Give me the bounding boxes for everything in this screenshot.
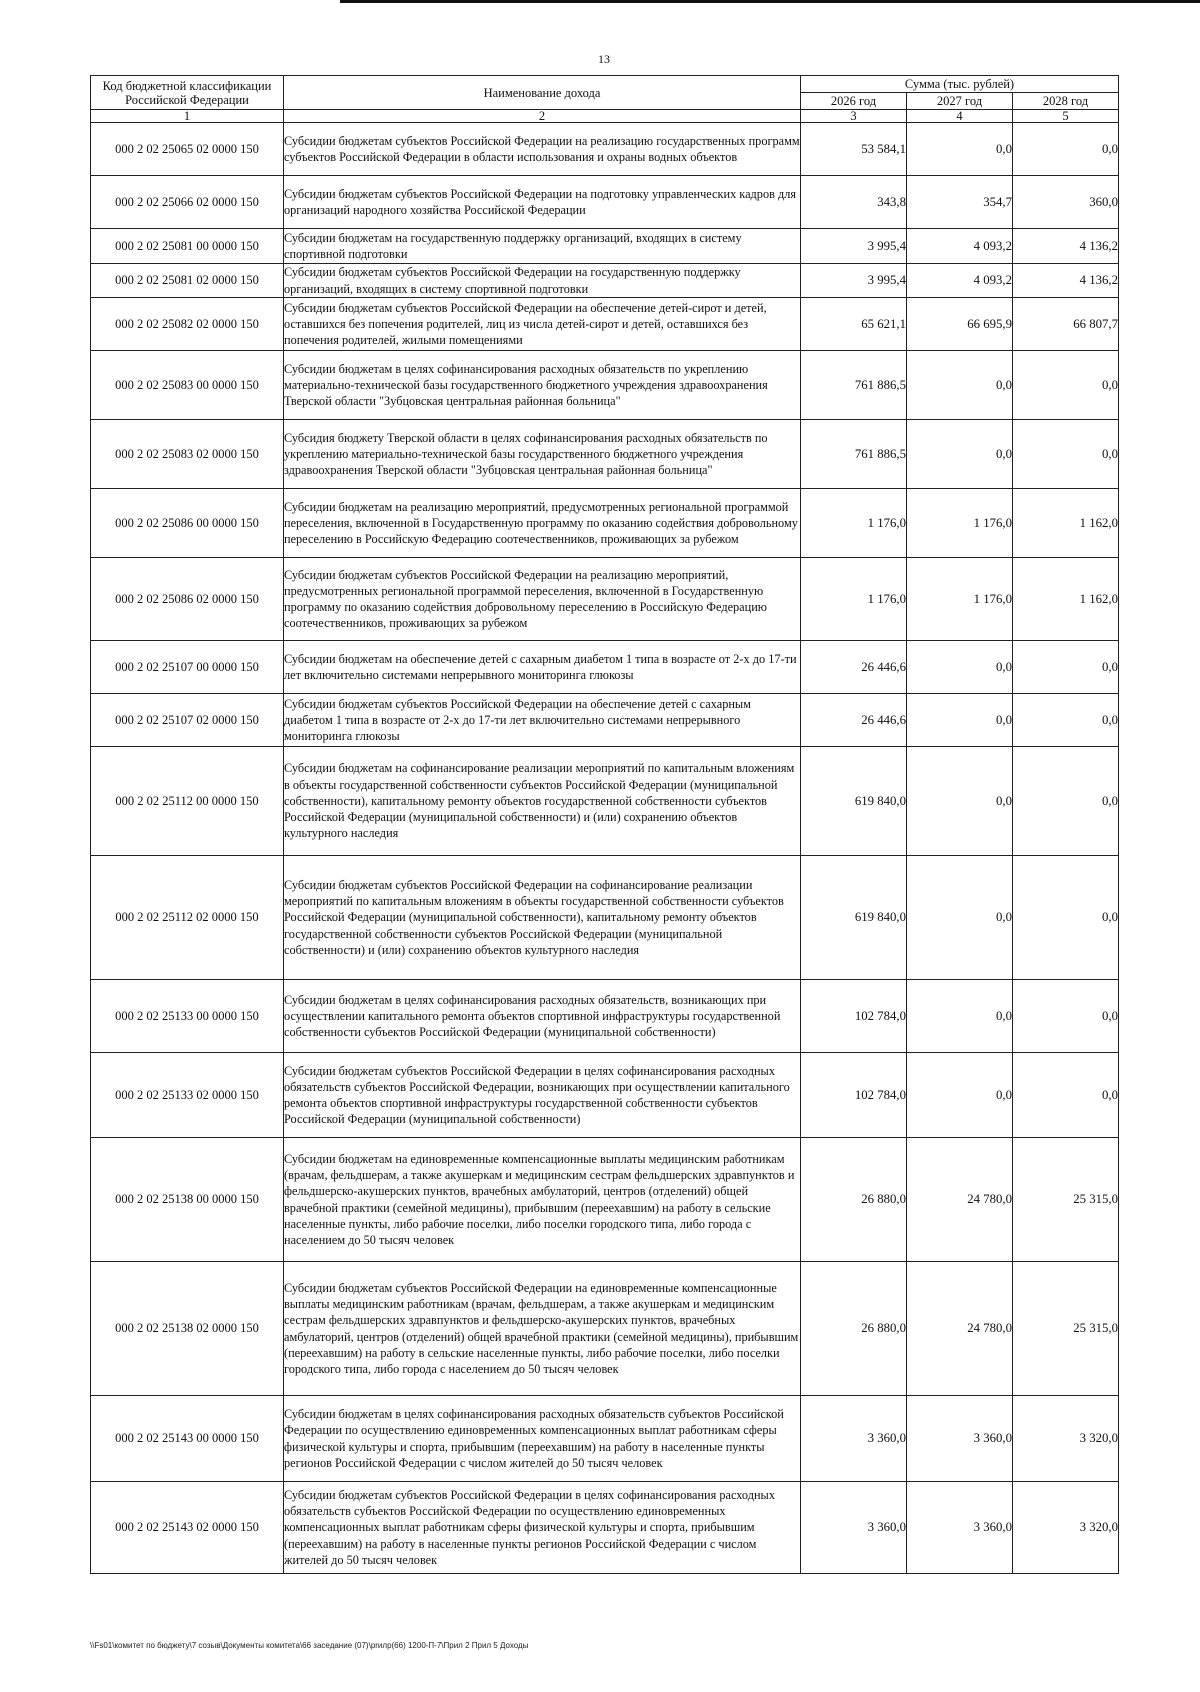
revenue-name: Субсидии бюджетам субъектов Российской Федерации в целях софинансирования расходных обязательств субъектов Российской Федерации, возникающих при осуществлении капитального ремонта объектов спортивной инфраструктуры государственной собственности субъектов Российской Федерации (муниципальной собственности) (284, 1053, 801, 1138)
revenue-name: Субсидии бюджетам субъектов Российской Федерации на софинансирование реализации мероприятий по капитальным вложениям в объекты государственной собственности субъектов Российской Федерации (муниципальной собственности), капитальному ремонту объектов государственной собственности субъектов Российской Федерации (муниципальной собственности) и (или) сохранению объектов культурного наследия (284, 856, 801, 980)
header-year-2028: 2028 год (1013, 93, 1119, 110)
table-row (91, 264, 1119, 298)
column-index: 5 (1013, 110, 1119, 123)
revenue-name: Субсидии бюджетам субъектов Российской Федерации в целях софинансирования расходных обязательств субъектов Российской Федерации по осуществлению единовременных компенсационных выплат работникам сферы физической культуры и спорта, прибывшим (переехавшим) на работу в населенные пункты регионов Российской Федерации с числом жителей до 50 тысяч человек (284, 1482, 801, 1574)
amount-2027: 0,0 (907, 747, 1013, 856)
table-row (91, 558, 1119, 641)
amount-2028: 0,0 (1013, 747, 1119, 856)
amount-2026: 1 176,0 (801, 558, 907, 641)
amount-2026: 343,8 (801, 176, 907, 229)
amount-2027: 0,0 (907, 123, 1013, 176)
amount-2027: 3 360,0 (907, 1482, 1013, 1574)
table-row (91, 1138, 1119, 1262)
page-number: 13 (598, 52, 610, 66)
amount-2027: 0,0 (907, 694, 1013, 747)
amount-2026: 102 784,0 (801, 980, 907, 1053)
table-row (91, 123, 1119, 176)
amount-2028: 0,0 (1013, 351, 1119, 420)
table-row (91, 351, 1119, 420)
revenue-name: Субсидии бюджетам субъектов Российской Федерации на реализацию государственных программ субъектов Российской Федерации в области использования и охраны водных объектов (284, 123, 801, 176)
table-row (91, 856, 1119, 980)
budget-code: 000 2 02 25066 02 0000 150 (91, 176, 284, 229)
header-name: Наименование дохода (284, 76, 801, 110)
table-row (91, 489, 1119, 558)
amount-2026: 619 840,0 (801, 856, 907, 980)
table-row (91, 1262, 1119, 1396)
amount-2028: 4 136,2 (1013, 229, 1119, 264)
amount-2026: 1 176,0 (801, 489, 907, 558)
budget-code: 000 2 02 25083 02 0000 150 (91, 420, 284, 489)
amount-2028: 0,0 (1013, 420, 1119, 489)
budget-code: 000 2 02 25138 00 0000 150 (91, 1138, 284, 1262)
table-row (91, 747, 1119, 856)
amount-2028: 25 315,0 (1013, 1138, 1119, 1262)
table-row (91, 420, 1119, 489)
table-row (91, 1396, 1119, 1482)
amount-2028: 4 136,2 (1013, 264, 1119, 298)
budget-code: 000 2 02 25081 00 0000 150 (91, 229, 284, 264)
header-year-2027: 2027 год (907, 93, 1013, 110)
amount-2028: 0,0 (1013, 694, 1119, 747)
amount-2027: 0,0 (907, 1053, 1013, 1138)
amount-2028: 25 315,0 (1013, 1262, 1119, 1396)
budget-code: 000 2 02 25081 02 0000 150 (91, 264, 284, 298)
table-row (91, 298, 1119, 351)
amount-2028: 0,0 (1013, 980, 1119, 1053)
amount-2027: 1 176,0 (907, 558, 1013, 641)
table-row (91, 1482, 1119, 1574)
amount-2026: 102 784,0 (801, 1053, 907, 1138)
revenue-name: Субсидии бюджетам субъектов Российской Федерации на единовременные компенсационные выплаты медицинским работникам (врачам, фельдшерам, а также акушеркам и медицинским сестрам фельдшерских здравпунктов и фельдшерско-акушерских пунктов, врачебных амбулаторий, центров (отделений) общей врачебной практики (семейной медицины), прибывшим (переехавшим) на работу в сельские населенные пункты, либо рабочие поселки, либо поселки городского типа, либо города с населением до 50 тысяч человек (284, 1262, 801, 1396)
column-index: 1 (91, 110, 284, 123)
budget-code: 000 2 02 25138 02 0000 150 (91, 1262, 284, 1396)
budget-code: 000 2 02 25133 00 0000 150 (91, 980, 284, 1053)
amount-2027: 1 176,0 (907, 489, 1013, 558)
budget-code: 000 2 02 25143 02 0000 150 (91, 1482, 284, 1574)
amount-2028: 0,0 (1013, 1053, 1119, 1138)
amount-2026: 53 584,1 (801, 123, 907, 176)
scan-top-edge (340, 0, 1200, 3)
amount-2026: 26 880,0 (801, 1138, 907, 1262)
amount-2026: 761 886,5 (801, 420, 907, 489)
amount-2027: 354,7 (907, 176, 1013, 229)
amount-2027: 0,0 (907, 856, 1013, 980)
table-row (91, 694, 1119, 747)
amount-2027: 24 780,0 (907, 1262, 1013, 1396)
amount-2028: 0,0 (1013, 123, 1119, 176)
budget-code: 000 2 02 25086 00 0000 150 (91, 489, 284, 558)
amount-2027: 0,0 (907, 641, 1013, 694)
column-index: 2 (284, 110, 801, 123)
revenue-name: Субсидии бюджетам в целях софинансирования расходных обязательств субъектов Российской Федерации по осуществлению единовременных компенсационных выплат работникам сферы физической культуры и спорта, прибывшим (переехавшим) на работу в населенные пункты регионов Российской Федерации с числом жителей до 50 тысяч человек (284, 1396, 801, 1482)
amount-2026: 3 995,4 (801, 264, 907, 298)
budget-code: 000 2 02 25083 00 0000 150 (91, 351, 284, 420)
amount-2028: 360,0 (1013, 176, 1119, 229)
amount-2028: 66 807,7 (1013, 298, 1119, 351)
amount-2028: 1 162,0 (1013, 489, 1119, 558)
revenue-name: Субсидии бюджетам субъектов Российской Федерации на государственную поддержку организаций, входящих в систему спортивной подготовки (284, 264, 801, 298)
revenue-name: Субсидии бюджетам в целях софинансирования расходных обязательств, возникающих при осуществлении капитального ремонта объектов спортивной инфраструктуры государственной собственности субъектов Российской Федерации (муниципальной собственности) (284, 980, 801, 1053)
amount-2026: 26 446,6 (801, 694, 907, 747)
header-year-2026: 2026 год (801, 93, 907, 110)
revenue-name: Субсидии бюджетам в целях софинансирования расходных обязательств по укреплению материально-технической базы государственного бюджетного учреждения здравоохранения Тверской области "Зубцовская центральная районная больница" (284, 351, 801, 420)
amount-2026: 3 995,4 (801, 229, 907, 264)
budget-code: 000 2 02 25112 02 0000 150 (91, 856, 284, 980)
budget-code: 000 2 02 25143 00 0000 150 (91, 1396, 284, 1482)
revenue-name: Субсидии бюджетам субъектов Российской Федерации на обеспечение детей с сахарным диабетом 1 типа в возрасте от 2-х до 17-ти лет включительно системами непрерывного мониторинга глюкозы (284, 694, 801, 747)
budget-code: 000 2 02 25107 00 0000 150 (91, 641, 284, 694)
amount-2026: 3 360,0 (801, 1396, 907, 1482)
amount-2026: 26 446,6 (801, 641, 907, 694)
revenue-name: Субсидии бюджетам на единовременные компенсационные выплаты медицинским работникам (врачам, фельдшерам, а также акушеркам и медицинским сестрам фельдшерских здравпунктов и фельдшерско-акушерских пунктов, врачебных амбулаторий, центров (отделений) общей врачебной практики (семейной медицины), прибывшим (переехавшим) на работу в сельские населенные пункты, либо рабочие поселки, либо поселки городского типа, либо города с населением до 50 тысяч человек (284, 1138, 801, 1262)
revenue-name: Субсидии бюджетам на реализацию мероприятий, предусмотренных региональной программой переселения, включенной в Государственную программу по оказанию содействия добровольному переселению в Российскую Федерацию соотечественников, проживающих за рубежом (284, 489, 801, 558)
table-body (91, 123, 1119, 1574)
header-sum: Сумма (тыс. рублей) (801, 76, 1119, 93)
amount-2026: 619 840,0 (801, 747, 907, 856)
amount-2026: 65 621,1 (801, 298, 907, 351)
revenue-name: Субсидии бюджетам субъектов Российской Федерации на подготовку управленческих кадров для организаций народного хозяйства Российской Федерации (284, 176, 801, 229)
amount-2027: 0,0 (907, 351, 1013, 420)
table-row (91, 641, 1119, 694)
budget-code: 000 2 02 25112 00 0000 150 (91, 747, 284, 856)
revenue-name: Субсидии бюджетам субъектов Российской Федерации на обеспечение детей-сирот и детей, оставшихся без попечения родителей, лиц из числа детей-сирот и детей, оставшихся без попечения родителей, жилыми помещениями (284, 298, 801, 351)
footer-file-path: \\Fs01\комитет по бюджету\7 созыв\Документы комитета\66 заседание (07)\prилр(66) 1200-П-7\Прил 2 Прил 5 Доходы (90, 1641, 529, 1650)
revenue-name: Субсидии бюджетам субъектов Российской Федерации на реализацию мероприятий, предусмотренных региональной программой переселения, включенной в Государственную программу по оказанию содействия добровольному переселению в Российскую Федерацию соотечественников, проживающих за рубежом (284, 558, 801, 641)
amount-2026: 3 360,0 (801, 1482, 907, 1574)
amount-2027: 0,0 (907, 980, 1013, 1053)
amount-2027: 24 780,0 (907, 1138, 1013, 1262)
amount-2027: 4 093,2 (907, 229, 1013, 264)
amount-2027: 66 695,9 (907, 298, 1013, 351)
revenue-name: Субсидии бюджетам на государственную поддержку организаций, входящих в систему спортивной подготовки (284, 229, 801, 264)
budget-code: 000 2 02 25082 02 0000 150 (91, 298, 284, 351)
amount-2027: 3 360,0 (907, 1396, 1013, 1482)
revenue-name: Субсидии бюджетам на обеспечение детей с сахарным диабетом 1 типа в возрасте от 2-х до 17-ти лет включительно системами непрерывного мониторинга глюкозы (284, 641, 801, 694)
table-row (91, 980, 1119, 1053)
amount-2027: 0,0 (907, 420, 1013, 489)
table-row (91, 176, 1119, 229)
budget-code: 000 2 02 25086 02 0000 150 (91, 558, 284, 641)
amount-2027: 4 093,2 (907, 264, 1013, 298)
revenue-name: Субсидия бюджету Тверской области в целях софинансирования расходных обязательств по укреплению материально-технической базы государственного бюджетного учреждения здравоохранения Тверской области "Зубцовская центральная районная больница" (284, 420, 801, 489)
column-index: 3 (801, 110, 907, 123)
header-code: Код бюджетной классификации Российской Федерации (91, 76, 284, 110)
revenue-table (90, 75, 1119, 1574)
budget-code: 000 2 02 25107 02 0000 150 (91, 694, 284, 747)
amount-2026: 26 880,0 (801, 1262, 907, 1396)
amount-2026: 761 886,5 (801, 351, 907, 420)
revenue-name: Субсидии бюджетам на софинансирование реализации мероприятий по капитальным вложениям в объекты государственной собственности субъектов Российской Федерации (муниципальной собственности), капитальному ремонту объектов государственной собственности субъектов Российской Федерации (муниципальной собственности) и (или) сохранению объектов культурного наследия (284, 747, 801, 856)
amount-2028: 3 320,0 (1013, 1482, 1119, 1574)
column-index: 4 (907, 110, 1013, 123)
table-row (91, 229, 1119, 264)
amount-2028: 1 162,0 (1013, 558, 1119, 641)
budget-code: 000 2 02 25133 02 0000 150 (91, 1053, 284, 1138)
amount-2028: 0,0 (1013, 641, 1119, 694)
amount-2028: 3 320,0 (1013, 1396, 1119, 1482)
budget-code: 000 2 02 25065 02 0000 150 (91, 123, 284, 176)
table-row (91, 1053, 1119, 1138)
amount-2028: 0,0 (1013, 856, 1119, 980)
